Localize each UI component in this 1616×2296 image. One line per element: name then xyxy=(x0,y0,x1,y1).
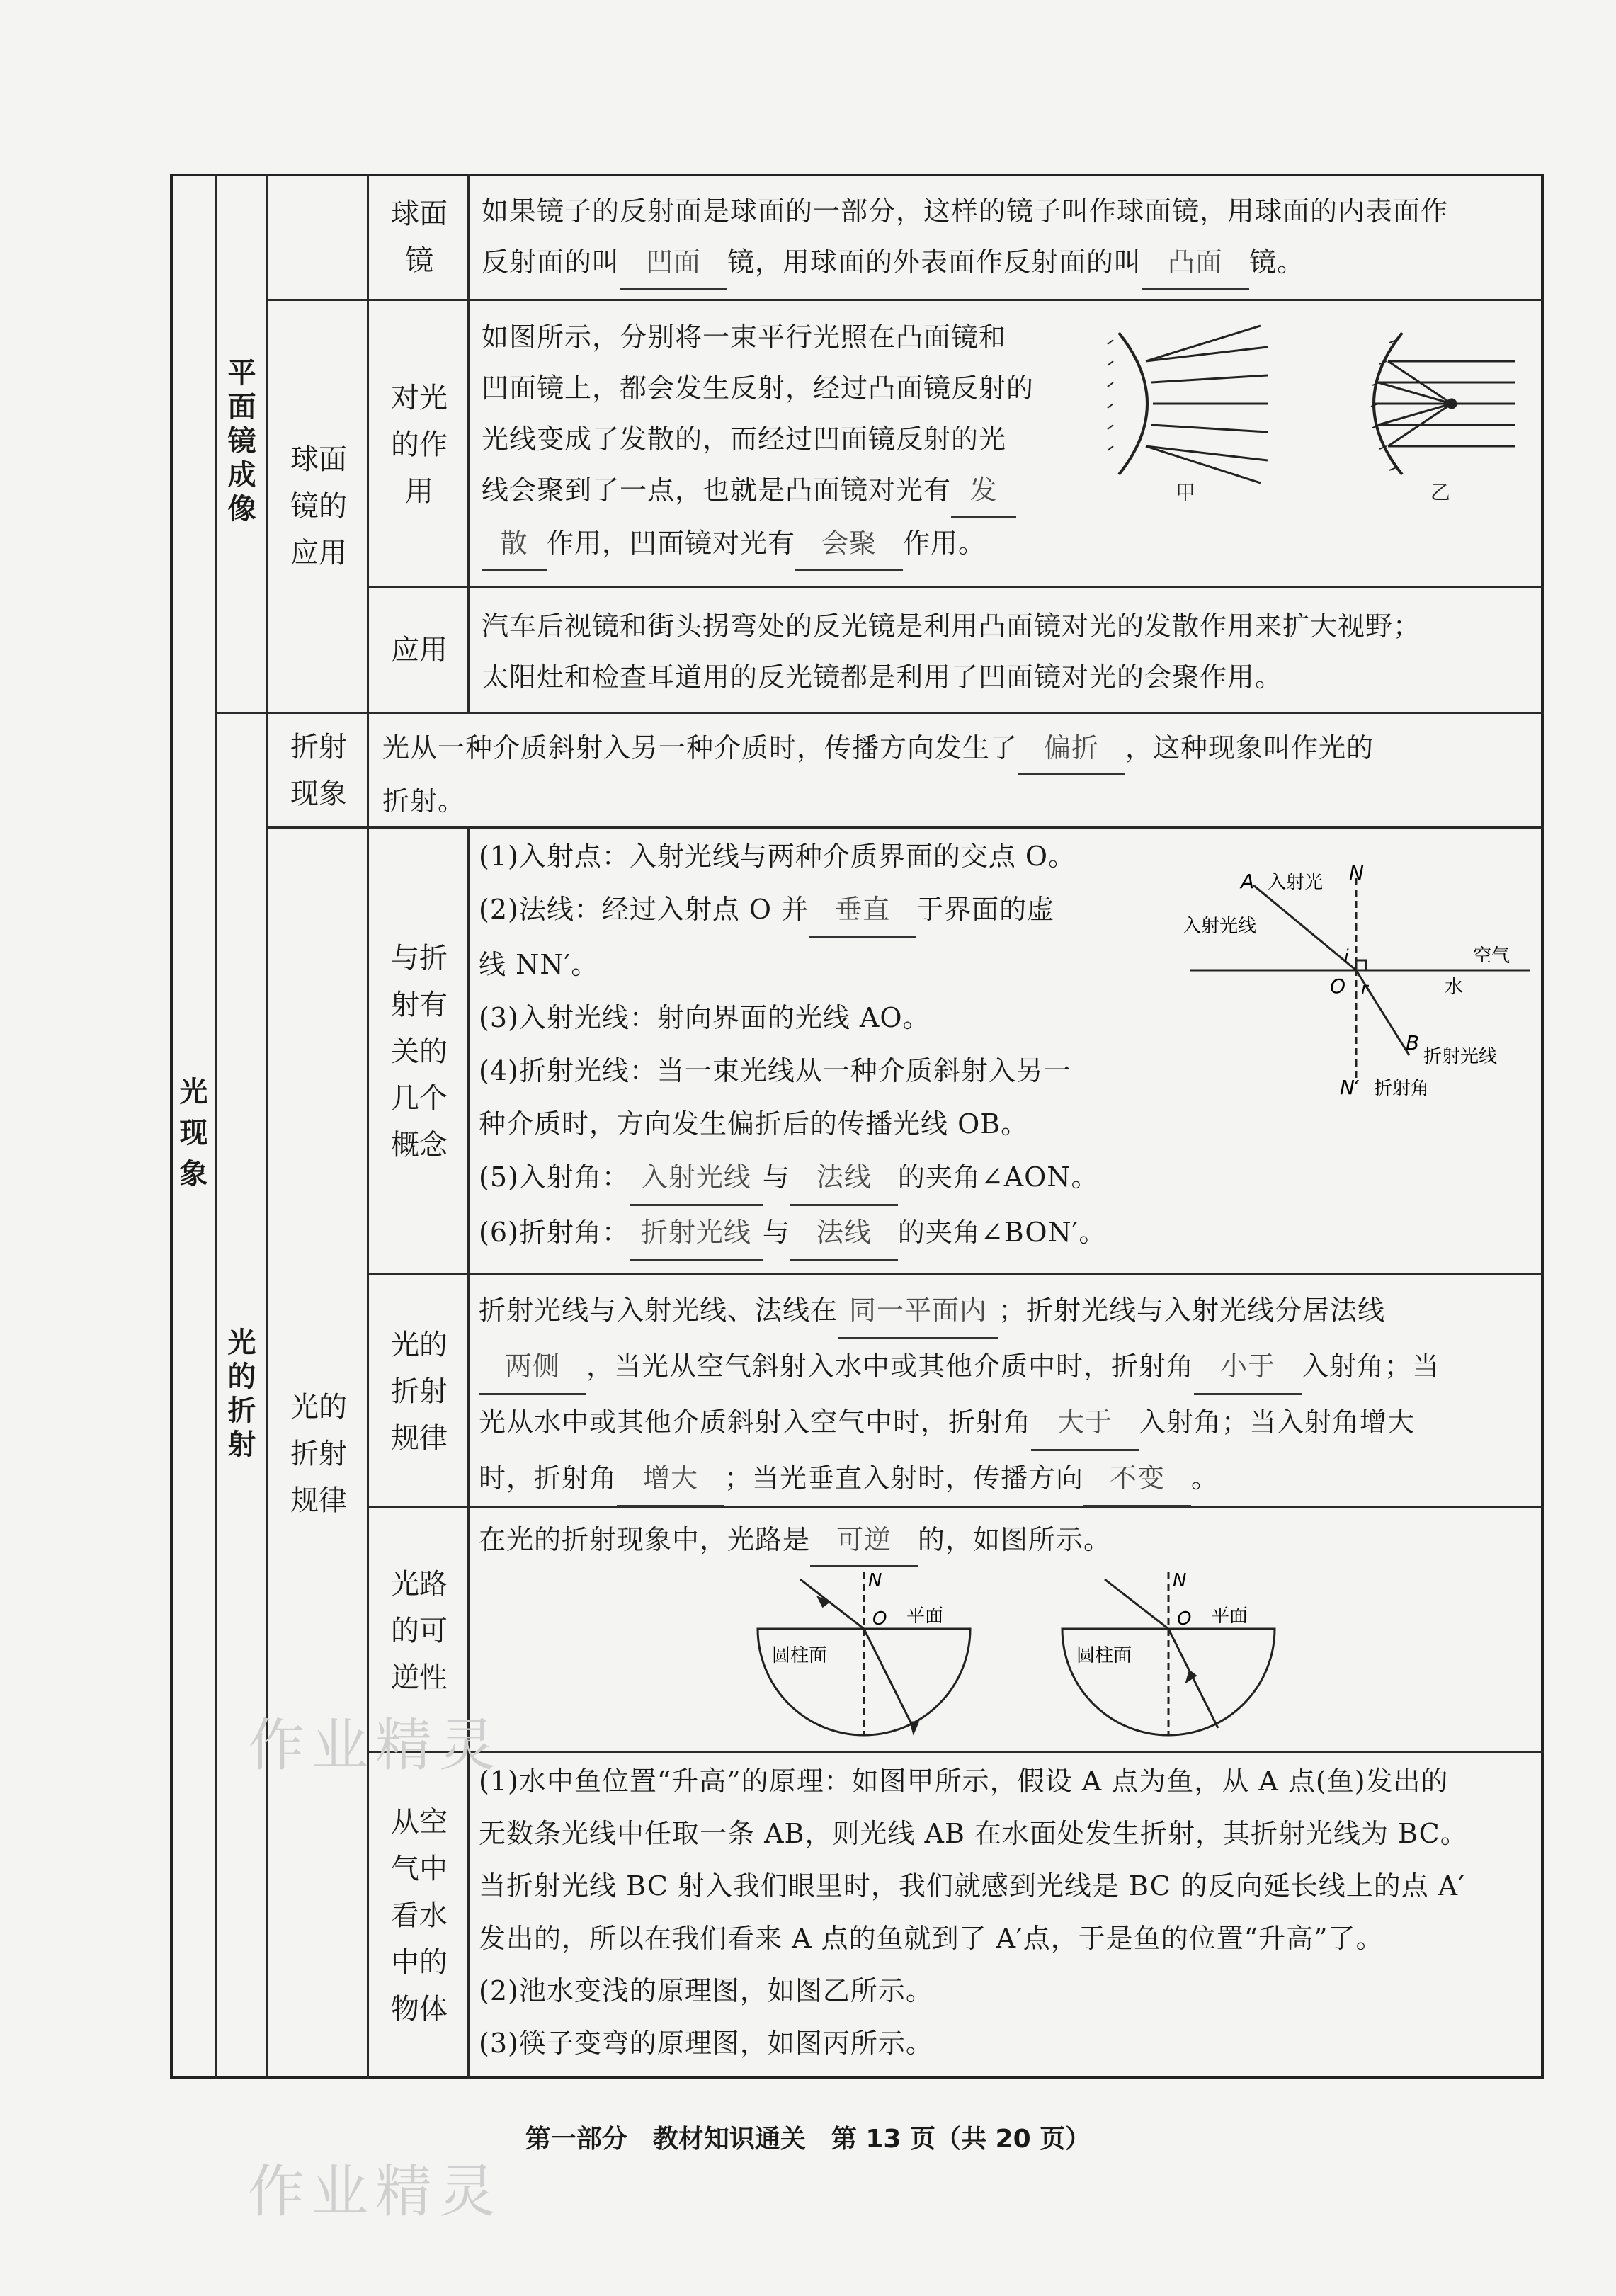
blank-both-sides[interactable]: 两侧 xyxy=(479,1339,586,1395)
blank-converge[interactable]: 会聚 xyxy=(795,518,903,571)
fig-A: A xyxy=(1241,870,1255,893)
refraction-concept-figure xyxy=(1176,864,1537,1098)
rev2-N: N xyxy=(1173,1570,1187,1591)
blank-same-plane[interactable]: 同一平面内 xyxy=(838,1283,998,1339)
blank-diverge-1[interactable]: 发 xyxy=(951,465,1016,518)
reversibility-label: 光路的可逆性 xyxy=(391,1567,448,1694)
figure-yi-label: 乙 xyxy=(1430,481,1451,504)
fig-N: N xyxy=(1349,864,1364,885)
blank-perpendicular[interactable]: 垂直 xyxy=(809,883,916,938)
blank-normal-2[interactable]: 法线 xyxy=(790,1206,898,1261)
law-text: 折射光线与入射光线、法线在 同一平面内 ；折射光线与入射光线分居法线 两侧 ，当光从空气斜射入水中或其他介质中时，折射角 小于 入射角；当 光从水中或其他介质斜射入空气中时，折射角 大于 入射角；当入射角增大 时，折射角 增大 ；当光垂直入射时，传播方向 不变 。 xyxy=(479,1283,1537,1507)
fig-B: B xyxy=(1406,1031,1420,1055)
spherical-mirror-label: 球面镜 xyxy=(391,198,448,277)
blank-diverge-2[interactable]: 散 xyxy=(482,518,547,571)
rev2-O: O xyxy=(1177,1608,1192,1630)
rev1-N: N xyxy=(868,1570,882,1591)
fig-air: 空气 xyxy=(1473,945,1510,967)
figure-jia-label: 甲 xyxy=(1176,481,1196,504)
light-effect-text: 如图所示，分别将一束平行光照在凸面镜和 凹面镜上，都会发生反射，经过凸面镜反射的 光线变成了发散的，而经过凹面镜反射的光 线会聚到了一点，也就是凸面镜对光有 发 散 作用，凹面镜对光有 会聚 作用。 xyxy=(482,312,1133,571)
concepts-label: 与折射有关的几个概念 xyxy=(391,942,448,1161)
reversibility-text: 在光的折射现象中，光路是 可逆 的，如图所示。 xyxy=(479,1514,1537,1567)
fig-water: 水 xyxy=(1445,977,1464,998)
blank-refracted-ray[interactable]: 折射光线 xyxy=(630,1206,763,1261)
refraction-law-label: 光的折射规律 xyxy=(290,1390,347,1517)
fig-N-prime: N′ xyxy=(1340,1076,1360,1098)
blank-deflect[interactable]: 偏折 xyxy=(1018,722,1125,775)
spherical-app-label: 球面镜的应用 xyxy=(290,443,347,569)
blank-normal-1[interactable]: 法线 xyxy=(790,1151,898,1206)
application-label: 应用 xyxy=(391,633,448,666)
spherical-mirror-text: 如果镜子的反射面是球面的一部分，这样的镜子叫作球面镜，用球面的内表面作 反射面的叫 凹面 镜，用球面的外表面作反射面的叫 凸面 镜。 xyxy=(482,186,1537,290)
rev1-O: O xyxy=(872,1608,887,1630)
blank-increase[interactable]: 增大 xyxy=(617,1451,724,1507)
watermark-1: 作业精灵 xyxy=(248,1712,503,1778)
page-footer: 第一部分 教材知识通关 第 13 页（共 20 页） xyxy=(525,2125,1091,2154)
blank-greater-than[interactable]: 大于 xyxy=(1031,1395,1139,1451)
blank-reversible[interactable]: 可逆 xyxy=(810,1514,918,1567)
refraction-phenomenon-text: 光从一种介质斜射入另一种介质时，传播方向发生了 偏折 ，这种现象叫作光的 折射。 xyxy=(382,722,1537,826)
blank-incident-ray[interactable]: 入射光线 xyxy=(630,1151,763,1206)
blank-unchanged[interactable]: 不变 xyxy=(1083,1451,1191,1507)
blank-less-than[interactable]: 小于 xyxy=(1194,1339,1302,1395)
watermark-2: 作业精灵 xyxy=(248,2159,503,2224)
refraction-phenomenon-label: 折射现象 xyxy=(290,730,347,810)
fig-refraction-angle: 折射角 xyxy=(1374,1078,1430,1098)
viewing-label: 从空气中看水中的物体 xyxy=(391,1806,448,2025)
law-label: 光的折射规律 xyxy=(391,1329,448,1455)
fig-refracted-ray: 折射光线 xyxy=(1423,1046,1498,1067)
fig-i: i xyxy=(1344,946,1349,966)
viewing-text: (1)水中鱼位置“升高”的原理：如图甲所示，假设 A 点为鱼，从 A 点(鱼)发出的 无数条光线中任取一条 AB，则光线 AB 在水面处发生折射，其折射光线为 BC。 当折射光线 BC 射入我们眼里时，我们就感到光线是 BC 的反向延长线上的点 A′ 发出的，所以在我们看来 A 点的鱼就到了 A′点，于是鱼的位置“升高”了。 (2)池水变浅的原理图，如图乙所示。 (3)筷子变弯的原理图，如图丙所示。 xyxy=(479,1766,1468,2059)
fig-incident-ray: 入射光 xyxy=(1268,872,1324,893)
rev1-plane: 平面 xyxy=(906,1606,944,1627)
blank-convex[interactable]: 凸面 xyxy=(1142,237,1249,290)
fig-O: O xyxy=(1330,974,1346,998)
concepts-text: (1)入射点：入射光线与两种介质界面的交点 O。 (2)法线：经过入射点 O 并 垂直 于界面的虚 线 NN′。 (3)入射光线：射向界面的光线 AO。 (4)折射光线：当一束光线从一种介质斜射入另一 种介质时，方向发生偏折后的传播光线 OB。 (5)入射角： 入射光线 与 法线 的夹角∠AON。 (6)折射角： 折射光线 与 法线 的夹角∠BON′。 xyxy=(479,830,1187,1261)
group-plane-mirror: 平面镜成像 xyxy=(223,358,256,528)
application-text: 汽车后视镜和街头拐弯处的反光镜是利用凸面镜对光的发散作用来扩大视野； 太阳灶和检查耳道用的反光镜都是利用了凹面镜对光的会聚作用。 xyxy=(482,610,1421,693)
fig-incident-line: 入射光线 xyxy=(1183,916,1257,937)
rev2-cylinder: 圆柱面 xyxy=(1076,1645,1132,1666)
light-effect-label: 对光的作用 xyxy=(391,381,448,508)
concave-mirror-figure xyxy=(1371,333,1515,474)
reversibility-figures xyxy=(744,1565,1381,1749)
blank-concave[interactable]: 凹面 xyxy=(620,237,727,290)
rev1-cylinder: 圆柱面 xyxy=(772,1645,828,1666)
rev2-plane: 平面 xyxy=(1211,1606,1248,1627)
section-label: 光现象 xyxy=(179,1076,208,1190)
convex-mirror-figure xyxy=(1108,326,1268,483)
fig-r: r xyxy=(1361,979,1368,999)
mirror-figures xyxy=(1105,319,1530,510)
group-refraction: 光的折射 xyxy=(223,1327,256,1463)
